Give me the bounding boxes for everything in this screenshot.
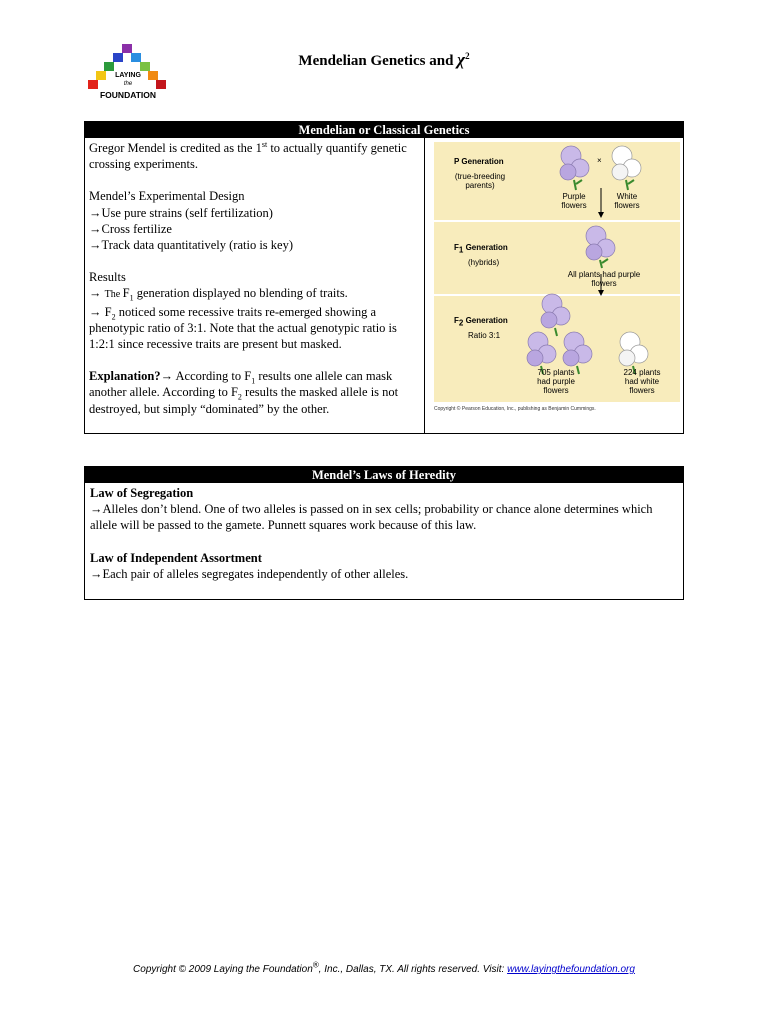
white-flower-icon — [612, 146, 641, 190]
result-item-f2: → $F_2$ noticed some recessive traits re-emerged showing a phenotypic ratio of 3:1. Note that the actual genotypic ratio is 1:2:1 since recessive traits are present but masked. — [89, 304, 397, 352]
f2-generation-label: $F_2$ Generation — [454, 316, 508, 328]
results-title: Results — [89, 270, 126, 285]
figure-panel — [434, 142, 680, 418]
page-footer — [0, 960, 768, 975]
mendel-cross-figure — [426, 138, 683, 433]
law-title: Law of Segregation — [90, 486, 194, 500]
title-chi: χ — [457, 50, 466, 69]
design-item: →Track data quantitatively (ratio is key) — [89, 238, 293, 253]
law-text: →Alleles don’t blend. One of two alleles is passed on in sex cells; probability or chance alone determines which allele will be passed to the gamete. Punnett squares work because of this law. — [90, 502, 653, 533]
footer-rights: , Inc., Dallas, TX. All rights reserved. Visit: — [318, 964, 508, 975]
intro-paragraph: Gregor Mendel is credited as the 1st to actually quantify genetic crossing experiments. — [89, 139, 407, 172]
page-title — [0, 50, 768, 70]
f2-purple-flower-icon — [541, 294, 570, 336]
figure-copyright: Copyright © Pearson Education, Inc., publishing as Benjamin Cummings. — [434, 406, 596, 412]
logo-word-foundation: FOUNDATION — [99, 90, 157, 100]
section-heading: Mendel’s Laws of Heredity — [85, 467, 683, 483]
result-item-f1: → The $F_1$ generation displayed no blending of traits. — [89, 286, 348, 303]
f1-purple-flower-icon — [586, 226, 615, 268]
purple-flower-icon — [560, 146, 589, 190]
section-heading: Mendelian or Classical Genetics — [85, 122, 683, 138]
footer-registered-mark: ® — [312, 960, 319, 970]
law-text: →Each pair of alleles segregates independently of other alleles. — [90, 566, 409, 581]
f1-result-label: All plants had purple flowers — [567, 270, 641, 288]
title-sup: 2 — [465, 51, 470, 61]
title-text: Mendelian Genetics and — [298, 53, 454, 69]
law-title: Law of Independent Assortment — [90, 550, 262, 565]
white-label: White flowers — [614, 192, 640, 210]
logo-word-laying: LAYING — [115, 72, 141, 79]
p-generation-sub: (true-breeding parents) — [454, 172, 506, 190]
design-title: Mendel’s Experimental Design — [89, 189, 245, 204]
p-generation-label: P Generation — [454, 157, 504, 166]
section-classical-genetics — [84, 121, 684, 434]
design-item: →Use pure strains (self fertilization) — [89, 205, 273, 220]
count-purple-label: 705 plants had purple flowers — [537, 368, 575, 395]
ratio-label: Ratio 3:1 — [468, 331, 501, 340]
purple-label: Purple flowers — [561, 192, 587, 210]
footer-website-link[interactable]: www.layingthefoundation.org — [507, 964, 635, 975]
explanation-paragraph: Explanation?→ According to $F_1$ results one allele can mask another allele. According to $F_2$ results the masked allele is not destroyed, but simply “dominated” by the other. — [89, 369, 399, 416]
f1-generation-label: $F_1$ Generation — [454, 243, 508, 255]
design-item: →Cross fertilize — [89, 221, 172, 236]
f1-hybrids-label: (hybrids) — [468, 258, 500, 267]
laws-content — [85, 483, 683, 584]
section-laws-of-heredity — [84, 466, 684, 600]
logo-word-the: the — [123, 81, 133, 87]
classical-genetics-text — [85, 138, 425, 433]
footer-copyright: Copyright © 2009 Laying the Foundation — [133, 964, 313, 975]
count-white-label: 224 plants had white flowers — [623, 368, 661, 395]
cross-symbol: × — [597, 156, 602, 165]
